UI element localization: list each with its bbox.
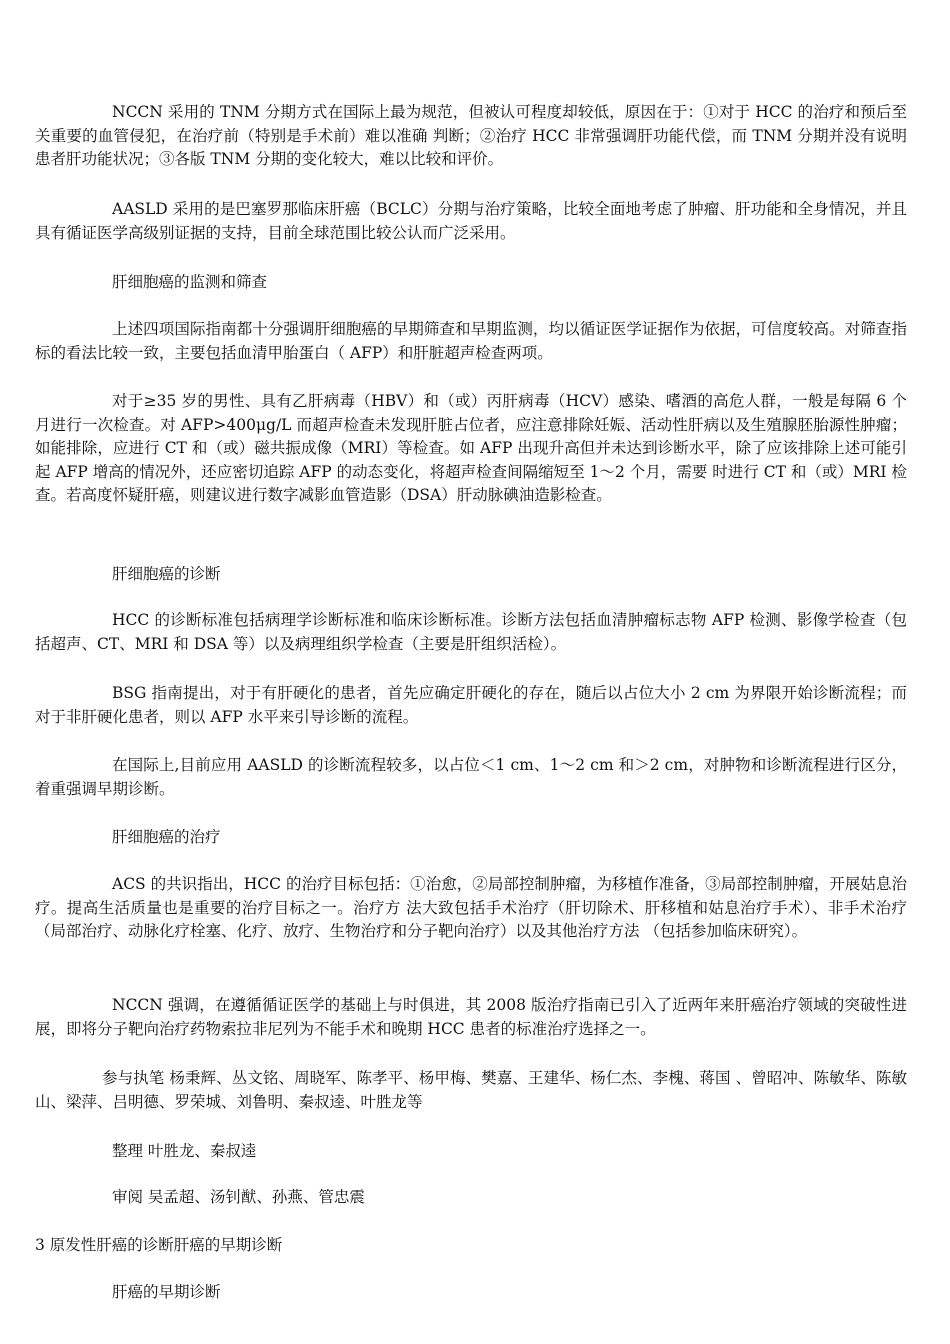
paragraph-high-risk-screening: 对于≥35 岁的男性、具有乙肝病毒（HBV）和（或）丙肝病毒（HCV）感染、嗜酒的高危人群，一般是每隔 6 个月进行一次检查。对 AFP>400μg/L 而超声检查未发现肝脏占位者，应注意排除妊娠、活动性肝病以及生殖腺胚胎源性肿瘤；如能排除，应进行 CT 和（或）磁共振成像（MRI）等检查。如 AFP 出现升高但并未达到诊断水平，除了应该排除上述可能引起 AFP 增高的情况外，还应密切追踪 AFP 的动态变化，将超声检查间隔缩短至 1～2 个月，需要 时进行 CT 和（或）MRI 检查。若高度怀疑肝癌，则建议进行数字减影血管造影（DSA）肝动脉碘油造影检查。 [35,392,907,504]
heading-surveillance: 肝细胞癌的监测和筛查 [112,273,268,291]
subsection-title: 肝癌的早期诊断 [112,1283,221,1301]
paragraph-screening-guidelines: 上述四项国际指南都十分强调肝细胞癌的早期筛查和早期监测，均以循证医学证据作为依据，可信度较高。对筛查指标的看法比较一致，主要包括血清甲胎蛋白（ AFP）和肝脏超声检查两项。 [35,320,907,362]
paragraph-bclc-staging: AASLD 采用的是巴塞罗那临床肝癌（BCLC）分期与治疗策略，比较全面地考虑了肿瘤、肝功能和全身情况，并且具有循证医学高级别证据的支持，目前全球范围比较公认而广泛采用。 [35,200,907,242]
heading-treatment: 肝细胞癌的治疗 [112,828,221,846]
paragraph-tnm-staging: NCCN 采用的 TNM 分期方式在国际上最为规范，但被认可程度却较低，原因在于：①对于 HCC 的治疗和预后至关重要的血管侵犯，在治疗前（特别是手术前）难以准确 判断；②治疗 HCC 非常强调肝功能代偿，而 TNM 分期并没有说明患者肝功能状况；③各版 TNM 分期的变化较大，难以比较和评价。 [35,103,907,168]
paragraph-aasld-diagnosis: 在国际上,目前应用 AASLD 的诊断流程较多，以占位＜1 cm、1～2 cm 和＞2 cm，对肿物和诊断流程进行区分，着重强调早期诊断。 [35,756,907,798]
section-title: 3 原发性肝癌的诊断肝癌的早期诊断 [35,1236,283,1254]
paragraph-acs-consensus: ACS 的共识指出，HCC 的治疗目标包括：①治愈，②局部控制肿瘤，为移植作准备，③局部控制肿瘤，开展姑息治疗。提高生活质量也是重要的治疗目标之一。治疗方 法大致包括手术治疗（肝切除术、肝移植和姑息治疗手术）、非手术治疗（局部治疗、动脉化疗栓塞、化疗、放疗、生物治疗和分子靶向治疗）以及其他治疗方法 （包括参加临床研究）。 [35,875,907,940]
paragraph-bsg-guideline: BSG 指南提出，对于有肝硬化的患者，首先应确定肝硬化的存在，随后以占位大小 2 cm 为界限开始诊断流程；而对于非肝硬化患者，则以 AFP 水平来引导诊断的流程。 [35,684,907,726]
paragraph-nccn-treatment: NCCN 强调，在遵循循证医学的基础上与时俱进，其 2008 版治疗指南已引入了近两年来肝癌治疗领域的突破性进展，即将分子靶向治疗药物索拉非尼列为不能手术和晚期 HCC 患者的标准治疗选择之一。 [35,996,907,1038]
heading-diagnosis: 肝细胞癌的诊断 [112,565,221,583]
authors-line: 参与执笔 杨秉辉、丛文铭、周晓军、陈孝平、杨甲梅、樊嘉、王建华、杨仁杰、李槐、蒋国 、曾昭冲、陈敏华、陈敏山、梁萍、吕明德、罗荣城、刘鲁明、秦叔逵、叶胜龙等 [35,1069,907,1111]
reviewers-line: 审阅 吴孟超、汤钊猷、孙燕、管忠震 [112,1188,365,1206]
paragraph-diagnosis-criteria: HCC 的诊断标准包括病理学诊断标准和临床诊断标准。诊断方法包括血清肿瘤标志物 AFP 检测、影像学检查（包括超声、CT、MRI 和 DSA 等）以及病理组织学检查（主要是肝组织活检）。 [35,611,907,653]
editors-line: 整理 叶胜龙、秦叔逵 [112,1142,257,1160]
